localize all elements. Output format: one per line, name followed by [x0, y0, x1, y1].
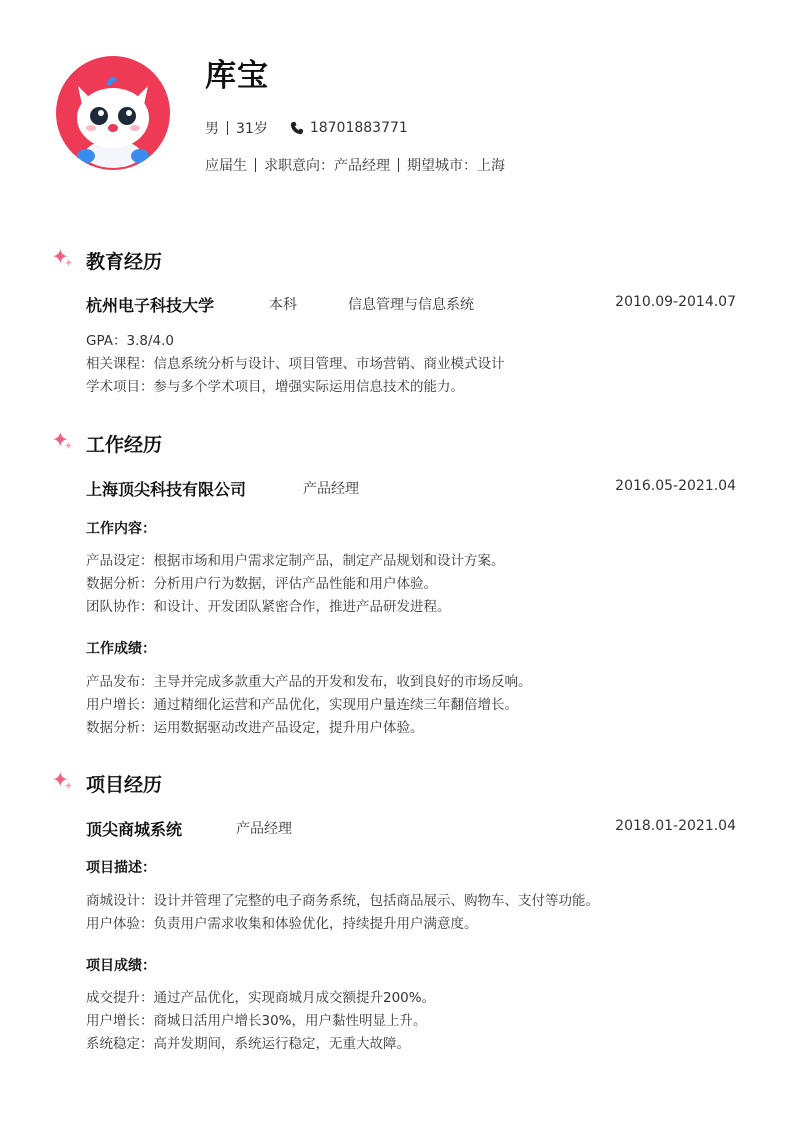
phone-number: 18701883771 [309, 120, 408, 136]
list-item: 相关课程：信息系统分析与设计、项目管理、市场营销、商业模式设计 [86, 356, 505, 372]
project-desc-title: 项目描述： [86, 860, 156, 876]
age: 31岁 [236, 121, 268, 137]
work-results-title: 工作成绩： [86, 641, 156, 657]
basic-info-row [205, 118, 408, 138]
project-name: 顶尖商城系统 [86, 820, 183, 839]
company-name: 上海顶尖科技有限公司 [86, 480, 247, 499]
section-title-work: 工作经历 [86, 434, 163, 456]
list-item: 产品设定：根据市场和用户需求定制产品，制定产品规划和设计方案。 [86, 553, 505, 569]
divider [227, 121, 228, 135]
education-details [86, 330, 505, 399]
phone-icon [290, 121, 304, 135]
divider [398, 158, 399, 172]
project-desc [86, 890, 599, 936]
project-role: 产品经理 [236, 821, 292, 837]
list-item: 用户体验：负责用户需求收集和体验优化，持续提升用户满意度。 [86, 916, 478, 932]
project-results-title: 项目成绩： [86, 958, 156, 974]
list-item: 用户增长：商城日活用户增长30%，用户黏性明显上升。 [86, 1013, 427, 1029]
section-title-education: 教育经历 [86, 251, 163, 273]
work-content-title: 工作内容： [86, 521, 156, 537]
education-date: 2010.09-2014.07 [615, 294, 736, 310]
list-item: 学术项目：参与多个学术项目，增强实际运用信息技术的能力。 [86, 379, 464, 395]
degree: 本科 [269, 297, 297, 313]
section-title-project: 项目经历 [86, 774, 163, 796]
expected-city: 期望城市：上海 [407, 158, 505, 174]
project-results [86, 987, 435, 1056]
sparkle-icon [52, 247, 74, 269]
project-date: 2018.01-2021.04 [615, 818, 736, 834]
work-content [86, 550, 505, 619]
list-item: 系统稳定：高并发期间，系统运行稳定，无重大故障。 [86, 1036, 410, 1052]
job-intent-row [205, 155, 505, 175]
list-item: 商城设计：设计并管理了完整的电子商务系统，包括商品展示、购物车、支付等功能。 [86, 893, 599, 909]
candidate-name: 库宝 [205, 58, 269, 94]
job-intent: 求职意向：产品经理 [264, 158, 390, 174]
avatar [56, 56, 170, 170]
list-item: 产品发布：主导并完成多款重大产品的开发和发布，收到良好的市场反响。 [86, 674, 532, 690]
list-item: 成交提升：通过产品优化，实现商城月成交额提升200%。 [86, 990, 436, 1006]
divider [255, 158, 256, 172]
status: 应届生 [205, 158, 247, 174]
work-role: 产品经理 [303, 481, 359, 497]
work-results [86, 671, 532, 740]
list-item: 数据分析：分析用户行为数据，评估产品性能和用户体验。 [86, 576, 437, 592]
sparkle-icon [52, 430, 74, 452]
list-item: 数据分析：运用数据驱动改进产品设定，提升用户体验。 [86, 720, 424, 736]
school-name: 杭州电子科技大学 [86, 296, 215, 315]
work-date: 2016.05-2021.04 [615, 478, 736, 494]
major: 信息管理与信息系统 [348, 297, 474, 313]
gender: 男 [205, 121, 219, 137]
list-item: 团队协作：和设计、开发团队紧密合作，推进产品研发进程。 [86, 599, 451, 615]
list-item: 用户增长：通过精细化运营和产品优化，实现用户量连续三年翻倍增长。 [86, 697, 518, 713]
phone [290, 120, 408, 136]
list-item: GPA：3.8/4.0 [86, 333, 174, 349]
sparkle-icon [52, 770, 74, 792]
